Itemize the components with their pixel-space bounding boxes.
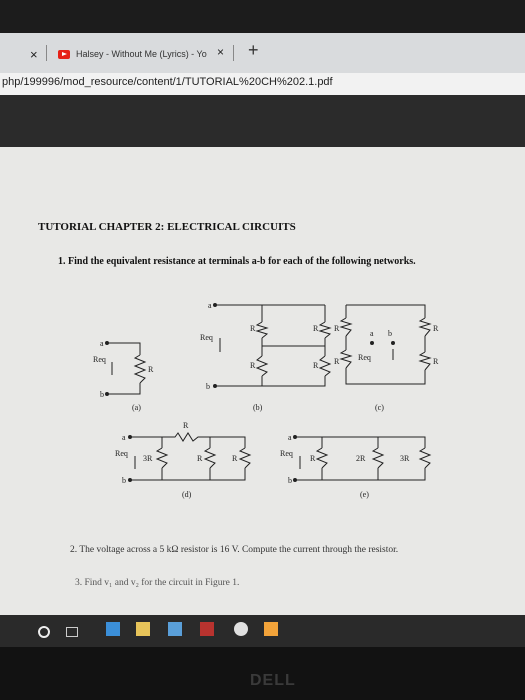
terminal-a-label: a	[208, 301, 212, 310]
chrome-icon[interactable]	[234, 622, 248, 636]
address-bar-url[interactable]: php/199996/mod_resource/content/1/TUTORIAL%20CH%202.1.pdf	[2, 76, 333, 88]
tab-title: Halsey - Without Me (Lyrics) - Yo	[76, 49, 207, 59]
resistor-3r-label: 3R	[400, 454, 410, 463]
terminal-b-label: b	[288, 476, 292, 485]
figure-label-e: (e)	[360, 490, 369, 499]
resistor-r-label: R	[148, 365, 154, 374]
req-label: Req	[93, 355, 106, 364]
resistor-r-label: R	[313, 324, 319, 333]
figure-label-a: (a)	[132, 403, 141, 412]
windows-taskbar	[0, 615, 525, 647]
terminal-a-label: a	[288, 433, 292, 442]
tab-close-button[interactable]: ×	[217, 45, 225, 59]
page-title: TUTORIAL CHAPTER 2: ELECTRICAL CIRCUITS	[38, 221, 296, 233]
resistor-r-label: R	[334, 324, 340, 333]
edge-icon[interactable]	[106, 622, 120, 636]
task-view-icon[interactable]	[66, 627, 78, 637]
resistor-r-label: R	[250, 324, 256, 333]
question-3: 3. Find v₁ and v₂ for the circuit in Figure 1.	[75, 578, 240, 588]
terminal-a-label: a	[100, 339, 104, 348]
resistor-r-label: R	[183, 421, 189, 430]
resistor-r-label: R	[250, 361, 256, 370]
terminal-a-label: a	[122, 433, 126, 442]
terminal-b-label: b	[122, 476, 126, 485]
terminal-b-label: b	[100, 390, 104, 399]
resistor-r-label: R	[433, 357, 439, 366]
question-1: 1. Find the equivalent resistance at terminals a-b for each of the following networks.	[58, 256, 416, 267]
app-icon[interactable]	[264, 622, 278, 636]
req-label: Req	[200, 333, 213, 342]
circuit-c	[341, 305, 430, 384]
cortana-icon[interactable]	[38, 626, 50, 638]
new-tab-button[interactable]: +	[248, 40, 259, 60]
figure-label-d: (d)	[182, 490, 192, 499]
dell-logo: DELL	[250, 672, 296, 689]
terminal-b-label: b	[206, 382, 210, 391]
store-icon[interactable]	[168, 622, 182, 636]
circuit-a	[106, 342, 146, 396]
resistor-3r-label: 3R	[143, 454, 153, 463]
req-label: Req	[115, 449, 128, 458]
terminal-a-label: a	[370, 329, 374, 338]
office-icon[interactable]	[200, 622, 214, 636]
circuit-b	[214, 304, 331, 388]
resistor-r-label: R	[313, 361, 319, 370]
resistor-r-label: R	[197, 454, 203, 463]
question-2: 2. The voltage across a 5 kΩ resistor is 16 V. Compute the current through the resistor.	[70, 545, 399, 555]
tab-close-button[interactable]: ×	[30, 47, 38, 62]
figure-label-b: (b)	[253, 403, 263, 412]
req-label: Req	[358, 353, 371, 362]
resistor-r-label: R	[433, 324, 439, 333]
resistor-r-label: R	[232, 454, 238, 463]
figure-label-c: (c)	[375, 403, 384, 412]
terminal-b-label: b	[388, 329, 392, 338]
resistor-2r-label: 2R	[356, 454, 366, 463]
resistor-r-label: R	[310, 454, 316, 463]
req-label: Req	[280, 449, 293, 458]
explorer-icon[interactable]	[136, 622, 150, 636]
resistor-r-label: R	[334, 357, 340, 366]
